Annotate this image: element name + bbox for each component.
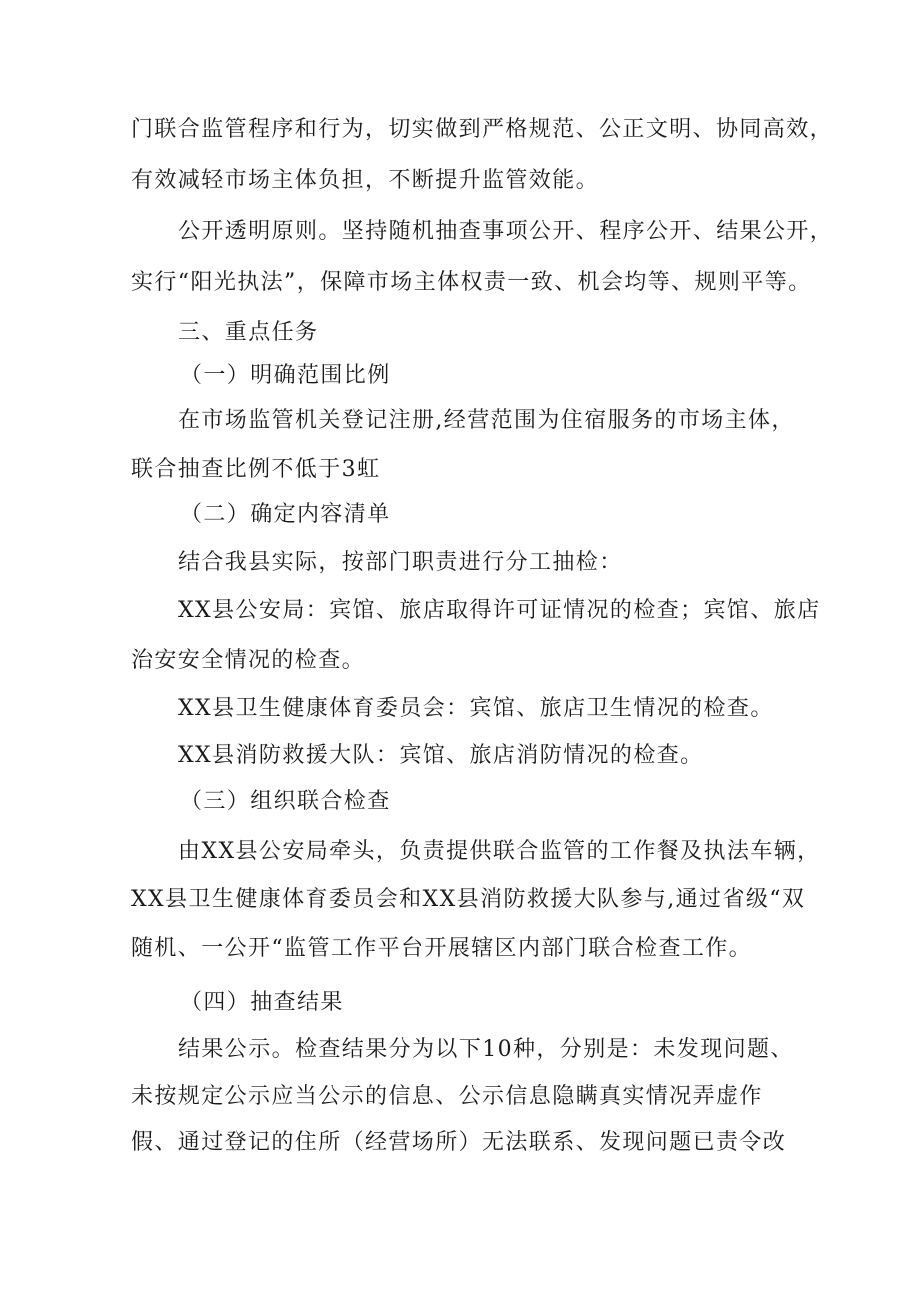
paragraph-line: 实行“阳光执法”，保障市场主体权责一致、机会均等、规则平等。 [131, 270, 812, 295]
subsection-heading: （二）确定内容清单 [180, 502, 391, 527]
paragraph-line: 治安安全情况的检查。 [131, 648, 366, 673]
subsection-heading: （一）明确范围比例 [180, 363, 391, 388]
paragraph-line: 由XX县公安局牵头，负责提供联合监管的工作餐及执法车辆， [178, 839, 821, 864]
paragraph-line: 随机、一公开“监管工作平台开展辖区内部门联合检查工作。 [131, 936, 753, 961]
section-heading: 三、重点任务 [178, 320, 319, 345]
paragraph-line: 结合我县实际，按部门职责进行分工抽检： [178, 550, 623, 575]
paragraph-line: XX县消防救援大队：宾馆、旅店消防情况的检查。 [178, 743, 704, 768]
paragraph-line: 有效减轻市场主体负担，不断提升监管效能。 [131, 168, 600, 193]
paragraph-line: 假、通过登记的住所（经营场所）无法联系、发现问题已责令改 [131, 1130, 787, 1155]
paragraph-line: 公开透明原则。坚持随机抽查事项公开、程序公开、结果公开， [178, 219, 834, 244]
subsection-heading: （三）组织联合检查 [180, 789, 391, 814]
paragraph-line: 结果公示。检查结果分为以下10种，分别是：未发现问题、 [178, 1037, 794, 1062]
paragraph-line: 联合抽查比例不低于3虹 [131, 457, 381, 482]
paragraph-line: XX县公安局：宾馆、旅店取得许可证情况的检查；宾馆、旅店 [178, 598, 821, 623]
subsection-heading: （四）抽查结果 [180, 990, 344, 1015]
paragraph-line: XX县卫生健康体育委员会和XX县消防救援大队参与,通过省级“双 [131, 887, 806, 912]
paragraph-line: 未按规定公示应当公示的信息、公示信息隐瞒真实情况弄虚作 [131, 1084, 763, 1109]
paragraph-line: 在市场监管机关登记注册,经营范围为住宿服务的市场主体， [178, 408, 795, 433]
paragraph-line: XX县卫生健康体育委员会：宾馆、旅店卫生情况的检查。 [178, 696, 774, 721]
paragraph-line: 门联合监管程序和行为，切实做到严格规范、公正文明、协同高效， [131, 117, 834, 142]
